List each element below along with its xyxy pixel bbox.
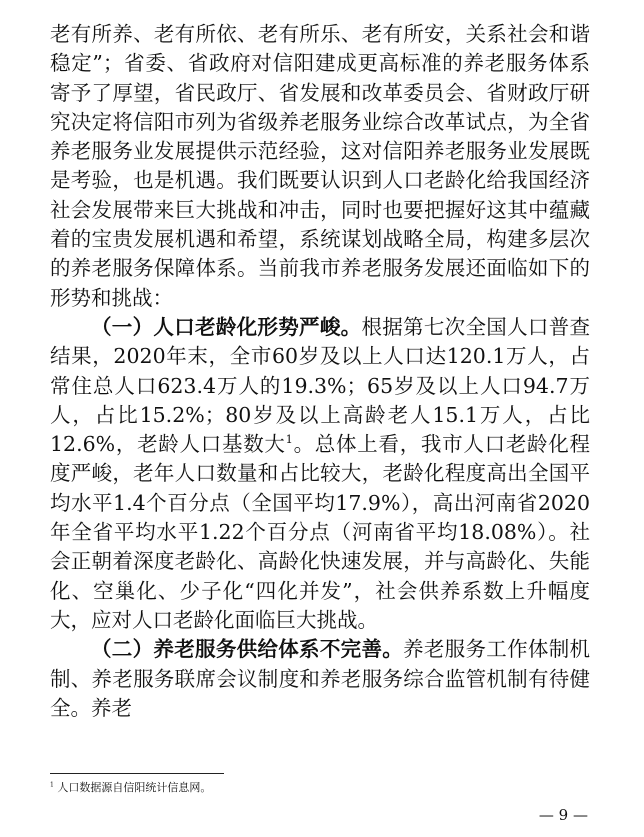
footnote-divider bbox=[50, 773, 224, 774]
paragraph-text: 老有所养、老有所依、老有所乐、老有所安，关系社会和谐稳定”；省委、省政府对信阳建成更高标准的养老服务体系寄予了厚望，省民政厅、省发展和改革委员会、省财政厅研究决定将信阳市列为省级养老服务业综合改革试点，为全省养老服务业发展提供示范经验，这对信阳养老服务业发展既是考验，也是机遇。我们既要认识到人口老龄化给我国经济社会发展带来巨大挑战和冲击，同时也要把握好这其中蕴藏着的宝贵发展机遇和希望，系统谋划战略全局，构建多层次的养老服务保障体系。当前我市养老服务发展还面临如下的形势和挑战： bbox=[50, 22, 590, 310]
footnote bbox=[50, 781, 211, 795]
section-heading-supply: （二）养老服务供给体系不完善。 bbox=[91, 637, 404, 662]
footnote-marker: 1 bbox=[50, 781, 54, 789]
section-heading-aging: （一）人口老龄化形势严峻。 bbox=[91, 314, 362, 339]
body-text bbox=[50, 20, 590, 723]
paragraph-text: 根据第七次全国人口普查结果，2020年末，全市60岁及以上人口达120.1万人，占常住总人口623.4万人的19.3%；65岁及以上人口94.7万人，占比15.2%；80岁及以上高龄老人15.1万人，占比12.6%，老龄人口基数大 bbox=[50, 314, 591, 457]
paragraph-text: 。总体上看，我市人口老龄化程度严峻，老年人口数量和占比较大，老龄化程度高出全国平均水平1.4个百分点（全国平均17.9%），高出河南省2020年全省平均水平1.22个百分点（河南省平均18.08%）。社会正朝着深度老龄化、高龄化快速发展，并与高龄化、失能化、空巢化、少子化“四化并发”，社会供养系数上升幅度大，应对人口老龄化面临巨大挑战。 bbox=[50, 432, 591, 632]
paragraph-text: 养老服务工作体制机制、养老服务联席会议制度和养老服务综合监管机制有待健全。养老 bbox=[50, 637, 591, 720]
footnote-text: 人口数据源自信阳统计信息网。 bbox=[57, 781, 212, 794]
footnote-reference[interactable]: 1 bbox=[285, 433, 293, 447]
paragraph-aging-population bbox=[50, 313, 590, 635]
paragraph-continuation bbox=[50, 20, 590, 313]
paragraph-service-supply bbox=[50, 635, 590, 723]
page-number: — 9 — bbox=[538, 806, 588, 824]
